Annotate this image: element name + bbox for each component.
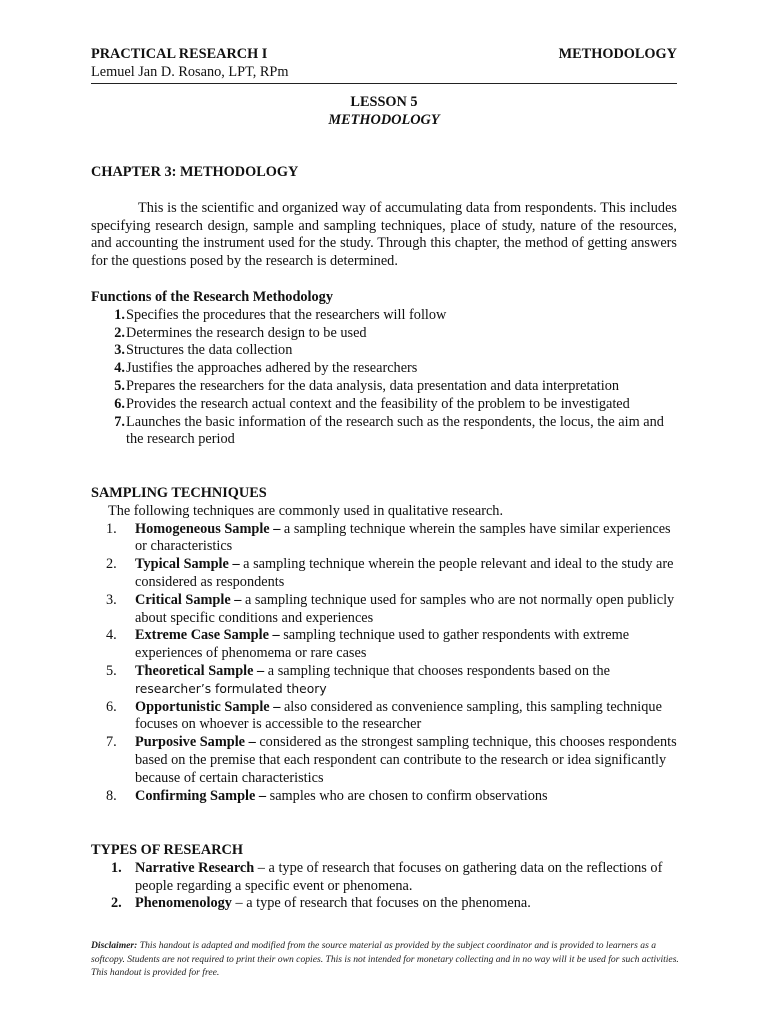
sampling-item bbox=[91, 734, 677, 787]
sampling-number: 8. bbox=[106, 787, 117, 804]
lesson-title: METHODOLOGY bbox=[328, 112, 440, 128]
sampling-item bbox=[91, 521, 677, 557]
function-text: Prepares the researchers for the data analysis, data presentation and data interpretation bbox=[126, 377, 620, 394]
function-number: 7. bbox=[114, 413, 125, 430]
header-divider bbox=[91, 83, 677, 84]
function-text: Launches the basic information of the research such as the respondents, the locus, the aim and the research period bbox=[126, 413, 664, 448]
disclaimer-label: Disclaimer: bbox=[91, 940, 138, 951]
chapter-paragraph: This is the scientific and organized way of accumulating data from respondents. This includes specifying research design, sample and sampling techniques, place of study, nature of the resources, and accounting the instrument used for the study. Through this chapter, the method of getting answers for the questions posed by the research is determined. bbox=[91, 199, 677, 270]
sampling-description: a sampling technique that chooses respondents based on the bbox=[264, 662, 611, 679]
sampling-number: 3. bbox=[106, 591, 117, 608]
sampling-number: 4. bbox=[106, 627, 117, 644]
function-text: Structures the data collection bbox=[126, 342, 293, 359]
sampling-term: Homogeneous Sample – bbox=[135, 520, 281, 537]
research-type-item bbox=[91, 895, 677, 913]
sampling-item bbox=[91, 699, 677, 735]
sampling-number: 5. bbox=[106, 662, 117, 679]
author-line: Lemuel Jan D. Rosano, LPT, RPm bbox=[91, 64, 289, 80]
research-type-description: – a type of research that focuses on the phenomena. bbox=[231, 895, 531, 912]
function-item bbox=[91, 342, 677, 360]
function-number: 2. bbox=[114, 324, 125, 341]
sampling-number: 2. bbox=[106, 556, 117, 573]
sampling-description: considered as the strongest sampling technique, this chooses respondents based on the premise that each respondent can contribute to the research or idea significantly because of certain characteristics bbox=[135, 734, 677, 786]
lesson-title-block bbox=[0, 93, 768, 129]
function-item bbox=[91, 307, 677, 325]
types-section bbox=[91, 842, 677, 913]
function-item bbox=[91, 360, 677, 378]
function-item bbox=[91, 414, 677, 450]
research-type-term: Narrative Research bbox=[135, 859, 255, 876]
sampling-term: Extreme Case Sample – bbox=[135, 627, 280, 644]
sampling-term: Purposive Sample – bbox=[135, 734, 256, 751]
sampling-description: a sampling technique wherein the people relevant and ideal to the study are considered as respondents bbox=[135, 556, 674, 590]
research-type-description: – a type of research that focuses on gathering data on the reflections of people regarding a specific event or phenomena. bbox=[135, 859, 663, 894]
sampling-description: also considered as convenience sampling, this sampling technique focuses on whoever is accessible to the researcher bbox=[135, 698, 662, 733]
sampling-item bbox=[91, 788, 677, 806]
sampling-description-continued: researcher’s formulated theory bbox=[135, 681, 327, 696]
function-text: Provides the research actual context and the feasibility of the problem to be investigated bbox=[126, 395, 630, 412]
function-number: 6. bbox=[114, 395, 125, 412]
sampling-item bbox=[91, 627, 677, 663]
sampling-description: sampling technique used to gather respondents with extreme experiences of phenomema or rare cases bbox=[135, 627, 630, 662]
sampling-number: 6. bbox=[106, 698, 117, 715]
course-title: PRACTICAL RESEARCH I bbox=[91, 46, 268, 62]
sampling-description: samples who are chosen to confirm observations bbox=[266, 787, 548, 804]
sampling-description: a sampling technique wherein the samples have similar experiences or characteristics bbox=[135, 520, 671, 555]
sampling-term: Typical Sample – bbox=[135, 556, 240, 573]
page-header bbox=[91, 45, 677, 81]
functions-list bbox=[91, 307, 677, 449]
sampling-intro: The following techniques are commonly used in qualitative research. bbox=[108, 502, 504, 519]
sampling-item bbox=[91, 663, 677, 699]
sampling-term: Critical Sample – bbox=[135, 591, 242, 608]
sampling-section bbox=[91, 485, 677, 805]
function-text: Justifies the approaches adhered by the researchers bbox=[126, 360, 418, 377]
function-item bbox=[91, 325, 677, 343]
types-heading: TYPES OF RESEARCH bbox=[91, 842, 243, 858]
functions-section bbox=[91, 289, 677, 449]
sampling-number: 7. bbox=[106, 734, 117, 751]
function-item bbox=[91, 396, 677, 414]
sampling-term: Opportunistic Sample – bbox=[135, 698, 281, 715]
research-type-term: Phenomenology bbox=[135, 895, 232, 912]
sampling-description: a sampling technique used for samples who are not normally open publicly about specific conditions and experiences bbox=[135, 591, 675, 626]
function-number: 5. bbox=[114, 377, 125, 394]
sampling-term: Confirming Sample – bbox=[135, 787, 267, 804]
chapter-section bbox=[91, 164, 677, 271]
chapter-heading: CHAPTER 3: METHODOLOGY bbox=[91, 164, 299, 180]
sampling-number: 1. bbox=[106, 520, 117, 537]
function-text: Specifies the procedures that the researchers will follow bbox=[126, 306, 447, 323]
research-type-number: 1. bbox=[111, 859, 122, 876]
function-number: 3. bbox=[114, 342, 125, 359]
research-type-item bbox=[91, 860, 677, 896]
sampling-list bbox=[91, 521, 677, 806]
function-item bbox=[91, 378, 677, 396]
function-number: 1. bbox=[114, 306, 125, 323]
types-list bbox=[91, 860, 677, 913]
functions-heading: Functions of the Research Methodology bbox=[91, 289, 333, 305]
sampling-term: Theoretical Sample – bbox=[135, 662, 265, 679]
sampling-heading: SAMPLING TECHNIQUES bbox=[91, 485, 267, 501]
sampling-item bbox=[91, 556, 677, 592]
header-topic: METHODOLOGY bbox=[558, 46, 677, 62]
disclaimer bbox=[91, 939, 680, 980]
sampling-item bbox=[91, 592, 677, 628]
function-text: Determines the research design to be used bbox=[126, 324, 367, 341]
disclaimer-text: This handout is adapted and modified from the source material as provided by the subject coordinator and is provided to learners as a softcopy. Students are not required to print their own copies. This is not intended for monetary collecting and in no way will it be used for such activities. This handout is provided for free. bbox=[91, 940, 679, 978]
lesson-number: LESSON 5 bbox=[350, 94, 418, 110]
function-number: 4. bbox=[114, 360, 125, 377]
research-type-number: 2. bbox=[111, 895, 122, 912]
